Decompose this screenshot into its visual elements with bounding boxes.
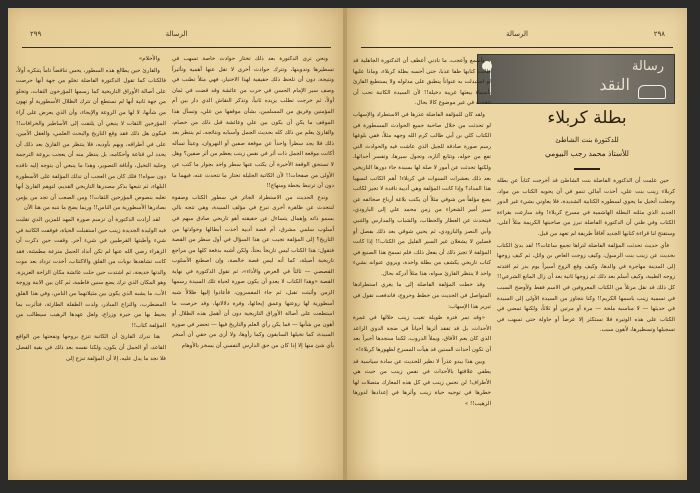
- left-page: [8, 8, 345, 480]
- paragraph: وبين هذا يبدو عذراً لا نظير للحديث عن سادة سياسية قد يطفي علاقتها بالأحداث في نفس زينب من حيث هي الأطراف! لن نحس زينب في كل هذه المعارك متصلات لها خطرها في توجيه حياة زينب وأثرها في إعدادها لدورها الرهيب!! »: [353, 358, 491, 407]
- header-rule: [22, 47, 331, 48]
- paragraph: «وقد تمر فترة طويلة تغيب زينب خلالها في غمرة الأحداث، بل قد تفقد أثرها أحياناً في ضجة الدوي الراعد الذي كان يعم الآفاق، ويملأ الدروب، لكننا سنجدها أخيراً بعد أن تكون أحداث السنين قد هيأت المسرح لظهورها كربلاء!»: [353, 315, 491, 354]
- right-page-header: [361, 30, 673, 44]
- article-title: بطلة كربلاء: [547, 108, 627, 128]
- paragraph: لقد أرادت الدكتورة أن ترسم صورة المهد للمزين الذي تقلبت فيه الوليدة الجديدة زينب حين استقبلت الحياة، فوقفت الكاتبة في شيء وأطبتها القرطبين في شيء آخر. وقفت حين ذكرت أن الزهراء رضي الله عنها لم تكن أنداد الحمل مترعة مطمئنة، فقد كانت تشاهدها نوبات من القلق والاكتئاب، أخذت تزداد بعد موت والدتها خديجة، ثم اشتدت حين حلت عائشة مكان الزاحة العزيزة، وهو المكان الذي ترك يضع سنين فاطمة، ثم كان بين الابنة وزوجة الأب، ما يشبه الذي يكون بين مثيلاتهما من الناس، وفي هذا القلق المضطرب، والتزاع المبادر، ولدت الطفلة الطارئة، فتأثرت بما يحيط بها من حيرة وزراع، ولعل عهدها الرهيب سيطالب من المؤلفة كتاب!!: [16, 216, 166, 329]
- paragraph: هنا تدرك القارئ أن الكاتبة تنزع بروحها ونفحتها من الواقع القاعد، أو الحمل أن يكون، ولكنا نفسه بعد ذلك في بقية الفصل فلا نجد ما يدل عليه، إلا أن المؤلفة تنزع إلى: [16, 334, 166, 362]
- paragraph: حين علمت أن الدكتورة الفاضلة بنت الشاطئ قد أخرجت كتاباً عن بطلة كربلاء زينب بنت علي، أخذت آمالي تنمو في أن يحويه الكتاب من مواد، وجعلت أتخيل ما يحوي لسطوره الكتابية الشديدة، فلا يعاوني بشيء غير الدور الجديد الذي مثلته البطلة الهاشمية في مسرح كربلاء! وقد سارعت بقراءة الكتاب وفي ظني أن الدكتورة الفاضلة تبرز من صاحبتها الكريمة مثلاً أعلى، وستفتح لنا قراءة كتابها الجديد آفاقاً طريفة لم تعهد من قبل.: [497, 178, 675, 237]
- article-subtitle: للدكتورة بنت الشاطئ: [555, 136, 619, 144]
- paragraph: والقارئ حين يطالع هذه السطور، يحس تناقضاً تاماً يتنكره أولاً، فالكتاب كما تقول الدكتورة الفاضلة تخلو من جهة أنها حرصت على أصالة الأوراق التاريخية كما رسمها المؤرخون الثقات، وتخلو من جهة ثانية أنها لم تستطع أن تترك الظلال الأسطورية أو تهون من شأنها، لا لها من الروعة والإيحاء، وأن الذي يعرض على آراء المؤرخين الثقات لا ينبغي أن يلتفت إلى الأساطير والخرافات!! فيكون هل ذلك فقد وقع التاريخ والبحث العلمي، والعقل الأمين، على في أطرافه، وبهم بأوديه، فلا ينتظر من القارئ بعد ذلك أن يحدد لي قناعة وأحكامه، بل ينتظر منه أن يعجب بروعة الترجمة وحلية التخيل، وأناقة التصوير، وهذا ما ينبغي أن يتوجه إليه ناقده دون سواه!! فلك كان من العجب أن تدلك المؤلفة على الأسطورة البلهاء، ثم تتبعها بذكر مصدرها التاريخي القديم، لتوهم القارئ أنها تغلبه بنصوص المؤرخين الثقات!! ومن الصعب أن تجد من يؤمن بصادرها الأسطورية من الناس!! وربما يضج ما ننبه من هنا الآن: [16, 67, 166, 212]
- article-author: للأستاذ محمد رجب البيومي: [545, 149, 629, 158]
- right-page: [347, 8, 687, 480]
- paragraph: وأسمع وأعجب، ما نادني أعطف أن الدكتورة الجاهلية قد طالت كتابها طفا عذبا، حتى أحسه بطلة كربلاء، وماذا عليها لو استبدلت به عنواناً ينطبق على مدلوله ولا يستطيع القارئ بأسماء يبعثها غريبة دخيلة!! لأن السيدة الكاتبة تحب أن تتحدث في غير موضوع كالا بحال.: [353, 58, 491, 107]
- left-page-column-left: [16, 54, 166, 474]
- banner-title-naqd: النقد: [599, 75, 630, 94]
- paragraph: وقد خطت المؤلفة الفاضلة إلى ما يغري استطرادها المتواصل في الحديث من خطط وحروج، فاندفعت تقول في تبرير هذا الإسهاب:: [353, 282, 491, 310]
- banner-title-risala: رسالة: [631, 59, 664, 74]
- right-page-column-right: [497, 176, 675, 476]
- paragraph: ونحن نرى الدكتورة بعد ذلك تختار حوادث خاصة تسهب في تسطيرها وتدوينها، وتترك حوادث أخرى لا تقل عنها أهمية وتأثيراً ونتيجة، دون أن تلحظ ذلك حقيقية لهذا الاختيار، فهي مثلاً تطنب في وصف سير الإمام الحسن في حرب من عائشة وقد قضت في ثمان أولاً، ثم خرجت تطلب يزيده ثانياً، وتذكر النقاش الذي دار بين أم المؤمنين وفريق من المسلمين، بشأن موقفها من علي، وتسأل هذا الموقف ما يكن أن يكون بين علي وعائشة قبل ذلك من خصام، والقارئ يعلم من ذلك كله بحديث الجمل وأسبابه ونتائجه، ثم ينتظر بعد ذلك فلا يجد سطراً واحداً عن موقعة صفين أو النهروان، وعبثاً تسأله أكانت موقعة الجمل ذات أثر في نفس زينب يعظم من أثر صفين؟ وهل لا تستحق الوقعة الأخيرة أن يكتب عنها سطر واحد بجوار ما كتب عن الأولى من صفحات!! لأن الكاتبة الجليلة تختار ما تتحدث عنه، فيهما ما دون أن ترتبط بخطة ومنهاج!!: [172, 56, 334, 190]
- left-page-header: [22, 30, 331, 44]
- paragraph: ولقد كان للمؤلفة الفاضلة عذرها في الاستطراد والإسهاب لو تحدثت من خلال صاحبة جميع الحوادث المسطورة في الكتاب كلي بن أبي طالب كرم الله وجهه مثلاً، ففي بلوغها رسم صورة صادقة للجيل الذي عاشت فيه والحوادث التي تفع من حوله، وتتابع آثاره، وتحول سيرها، وتفسر أحداثها، ولكنها تحدثت عن أمور لا صلة لها بسيدة جاء دورها التاريخي بعد ذلك بعشرات السنوات في كربلاء! أهم الكاتب لتسهيا هذا المداد؟ وإذا كانت المؤلفة وهي أديبة ناقدة لا تجيز لكاتب يضع مؤلفاً من شوقي مثلاً أن يكتب بلاغة أرباع صحائفه عن سير أمير الشعراء من زمن محمد علي إلى البارودي، فيتحدث عن العطار والحطاب، والشباب والمدارس والتنبي وأبي النصر والبارودي، ثم يحيي شوقي بعد ذلك بفصل أو فصلين لا يشغلان غير السير القليل من الكتاب!! إذا كانت المؤلفة لا تجيز ذلك أن يفعل ذلك، فلم تسمح هذا الصنيع في كتاب تاريخي يكشف من بطلة واحدة، ويروي عنوانه بشيء واحد لا ينتظر القارئ سواه، هذا مثلاً أدركه بحال.: [353, 111, 491, 277]
- book-icon: [638, 85, 666, 99]
- paragraph: وندع الحديث من الاستطراد الجائر في سطور الكتاب وصفوة لنتحدث عن ظاهرة أخرى تبرع في مؤلف السيدة، وهي تتجه بالي بسمو ذاته وإهمال يتساءل عن حقيقته أهو تاريخي صادق مبهم في أسلوب سلمي مشرق، أم قصة أدبية أخذت أبطالها وحوادثها من التاريخ؟ إلى المؤلفة تجيب عن هذا السؤال في أول سطر من القصة فتقول: هذا الكتاب ليس تاريخاً بحتاً، ولكن أشبه بدفعة كلها من مراجع تاريخية أصيلة، كما أنه ليس قصة خالصة، وإن اصطنع الأسلوب القصصي — ثالثاً في العرض والأداء»، ثم تقول الدكتورة في نهاية القصة «وهذا الكتاب لا يعدو أن يكون صورة لحياة تلك السيدة رسمها الزمن وأثبتت تقبل، ثم جاء المفسرون، فأعادوا إليها ظلالاً شبه أسطورية لها روعتها وعمق إيحائها، وفرة دلالاتها، وقد حرصت ما استطعت على أصالة الأوراق التاريخية دون أن أهمل هذه الظلال أو أهون من شأنها — فما يكن رأي العلم والتاريخ فيها — تحضر في صورة السيدة، كما تخيلها السابقون وكما رأوها، ولا أرى من حقي أن أسخر بأي شئ منها إلا إذا كان من حق الدارس النفسي أن يسخر بالأوهام: [172, 194, 334, 350]
- left-page-column-right: [172, 54, 334, 474]
- running-title: الرسالة: [506, 30, 528, 38]
- paragraph: والأحلام»: [138, 56, 160, 62]
- paragraph: فأي حديث تحدثت المؤلفة الفاضلة لتراها تجمع ساعات؟! لقد بدئ الكتاب بحديث عن زينب بنت الرسول، وكيف زوجت العاص بن وائل، ثم كيف زوجها إلى المدينة مهاجرة في والدها، وكيف وقع الزوج أسيراً يوم بدر ثم افتدته زوجه الطيبة، وكيف أسلم بعد ذلك ثم زوجها ثانية بعد أن زال المانع الشرعي!! كل ذلك قد نقل مرتلاً من الكتاب المعروفين في الاسم فقط ولأوضح السبب في تسمية زينب باسمها الكريم!! وكنا نتجاوز من السيدة الأولى إلى السيدة في حديثها — لا مناسبة ملحة — مرة أو مرتين أو ثلاثاً، ولكنها تمضي في الكتاب على هذه الوتيرة فلا نستكثر إلا عرضاً أو حاولة حتى تسهب في تسجيلها وتسطيرها، لأهون سبب.: [497, 242, 675, 334]
- page-number: ٢٩٨: [653, 30, 665, 38]
- header-rule: [361, 47, 673, 48]
- page-number: ٢٩٩: [30, 30, 42, 38]
- section-banner: [477, 54, 675, 104]
- scale-icon: [490, 61, 531, 95]
- right-page-column-left: [353, 56, 491, 476]
- ornament-divider: [574, 168, 600, 170]
- running-title: الرسالة: [165, 30, 188, 38]
